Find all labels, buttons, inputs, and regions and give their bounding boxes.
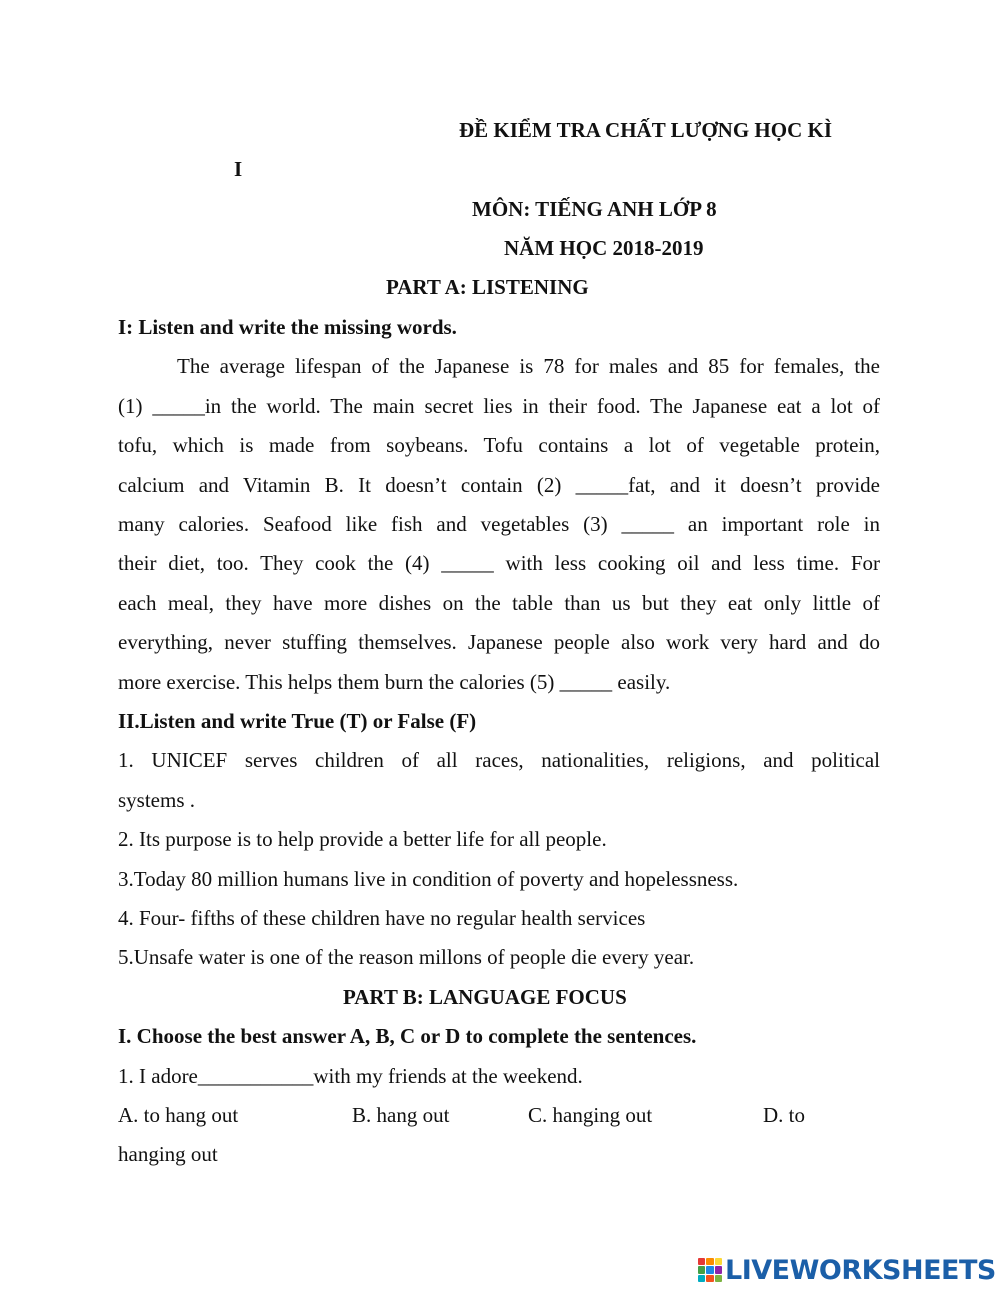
liveworksheets-logo[interactable] [698, 1256, 996, 1284]
liveworksheets-brand-name: LIVEWORKSHEETS [725, 1254, 996, 1286]
option-d-continued: hanging out [118, 1142, 218, 1166]
part-b-heading: PART B: LANGUAGE FOCUS [343, 985, 627, 1009]
liveworksheets-logo-icon [698, 1258, 722, 1282]
language-section1-heading: I. Choose the best answer A, B, C or D to complete the sentences. [118, 1024, 697, 1048]
true-false-item-2: 2. Its purpose is to help provide a better life for all people. [118, 827, 607, 851]
passage-line: (1) _____in the world. The main secret lies in their food. The Japanese eat a lot of [118, 394, 880, 418]
exam-title-continued: I [234, 157, 243, 181]
option-b: B. hang out [352, 1103, 450, 1127]
option-c: C. hanging out [528, 1103, 653, 1127]
passage-line: many calories. Seafood like fish and vegetables (3) _____ an important role in [118, 512, 880, 536]
exam-title: ĐỀ KIỂM TRA CHẤT LƯỢNG HỌC KÌ [459, 118, 832, 142]
passage-line: more exercise. This helps them burn the calories (5) _____ easily. [118, 670, 671, 694]
passage-line: everything, never stuffing themselves. Japanese people also work very hard and do [118, 630, 880, 654]
true-false-item-1: 1. UNICEF serves children of all races, nationalities, religions, and political [118, 748, 880, 772]
passage-line: their diet, too. They cook the (4) _____ with less cooking oil and less time. For [118, 551, 880, 575]
true-false-item-4: 4. Four- fifths of these children have no regular health services [118, 906, 646, 930]
school-year-line: NĂM HỌC 2018-2019 [504, 236, 704, 260]
true-false-item-1-continued: systems . [118, 788, 196, 812]
listening-section2-heading: II.Listen and write True (T) or False (F) [118, 709, 477, 733]
passage-line: The average lifespan of the Japanese is 78 for males and 85 for females, the [177, 354, 880, 378]
listening-section1-heading: I: Listen and write the missing words. [118, 315, 457, 339]
subject-line: MÔN: TIẾNG ANH LỚP 8 [472, 197, 717, 221]
passage-line: each meal, they have more dishes on the table than us but they eat only little of [118, 591, 880, 615]
option-a: A. to hang out [118, 1103, 239, 1127]
passage-line: tofu, which is made from soybeans. Tofu contains a lot of vegetable protein, [118, 433, 880, 457]
passage-line: calcium and Vitamin B. It doesn’t contain (2) _____fat, and it doesn’t provide [118, 473, 880, 497]
part-a-heading: PART A: LISTENING [386, 275, 589, 299]
true-false-item-5: 5.Unsafe water is one of the reason millons of people die every year. [118, 945, 695, 969]
option-d: D. to [763, 1103, 805, 1127]
question-1: 1. I adore___________with my friends at the weekend. [118, 1064, 583, 1088]
true-false-item-3: 3.Today 80 million humans live in condition of poverty and hopelessness. [118, 867, 739, 891]
